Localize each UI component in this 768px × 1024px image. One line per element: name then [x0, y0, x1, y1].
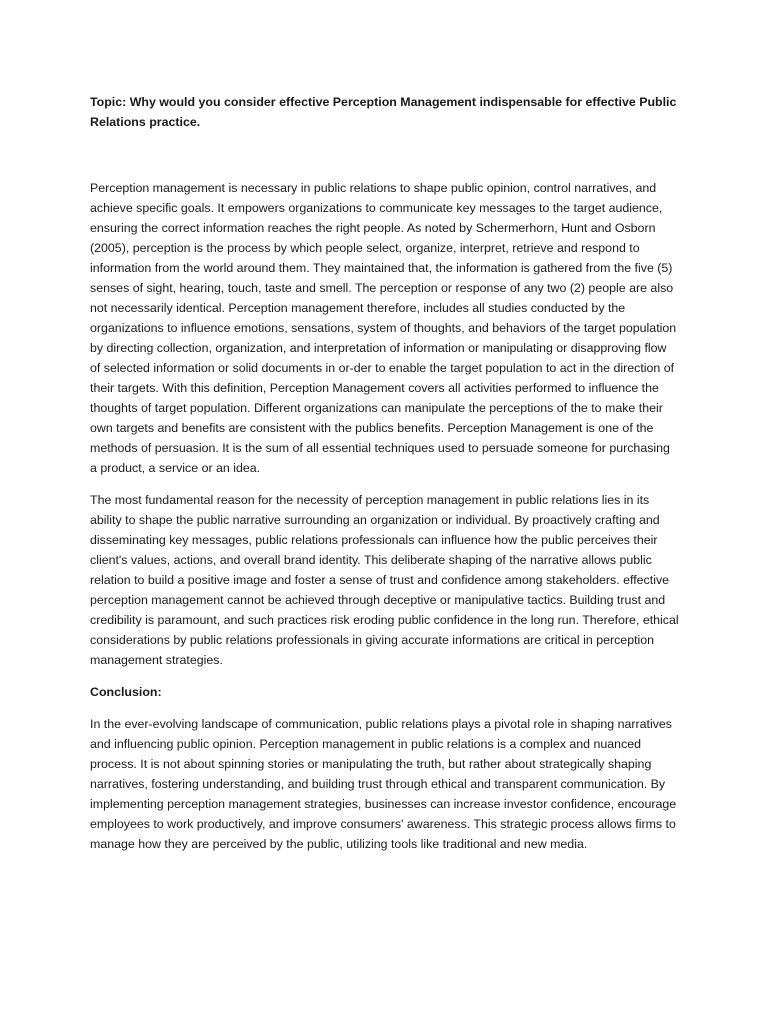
paragraph-perception-management: Perception management is necessary in public relations to shape public opinion, control narratives, and achieve specific goals. It empowers organizations to communicate key messages to the target audience, ensuring the correct information reaches the right people. As noted by Schermerhorn, Hunt and Osborn (2005), perception is the process by which people select, organize, interpret, retrieve and respond to information from the world around them. They maintained that, the information is gathered from the five (5) senses of sight, hearing, touch, taste and smell. The perception or response of any two (2) people are also not necessarily identical. Perception management therefore, includes all studies conducted by the organizations to influence emotions, sensations, system of thoughts, and behaviors of the target population by directing collection, organization, and interpretation of information or manipulating or disapproving flow of selected information or solid documents in or-der to enable the target population to act in the direction of their targets. With this definition, Perception Management covers all activities performed to influence the thoughts of target population. Different organizations can manipulate the perceptions of the to make their own targets and benefits are consistent with the publics benefits. Perception Management is one of the methods of persuasion. It is the sum of all essential techniques used to persuade someone for purchasing a product, a service or an idea.: [90, 181, 677, 475]
paragraph-fundamental-reason: The most fundamental reason for the necessity of perception management in public relations lies in its ability to shape the public narrative surrounding an organization or individual. By proactively crafting and disseminating key messages, public relations professionals can influence how the public perceives their client's values, actions, and overall brand identity. This deliberate shaping of the narrative allows public relation to build a positive image and foster a sense of trust and confidence among stakeholders. effective perception management cannot be achieved through deceptive or manipulative tactics. Building trust and credibility is paramount, and such practices risk eroding public confidence in the long run. Therefore, ethical considerations by public relations professionals in giving accurate informations are critical in perception management strategies.: [90, 493, 679, 667]
spacer: [90, 132, 680, 178]
conclusion-paragraph: In the ever-evolving landscape of communication, public relations plays a pivotal role in shaping narratives and influencing public opinion. Perception management in public relations is a complex and nuanced process. It is not about spinning stories or manipulating the truth, but rather about strategically shaping narratives, fostering understanding, and building trust through ethical and transparent communication. By implementing perception management strategies, businesses can increase investor confidence, encourage employees to work productively, and improve consumers' awareness. This strategic process allows firms to manage how they are perceived by the public, utilizing tools like traditional and new media.: [90, 717, 677, 851]
topic-heading: Topic: Why would you consider effective Perception Management indispensable for effective Public Relations practice.: [90, 95, 677, 129]
conclusion-heading: Conclusion:: [90, 685, 162, 699]
document-body: [90, 92, 680, 866]
